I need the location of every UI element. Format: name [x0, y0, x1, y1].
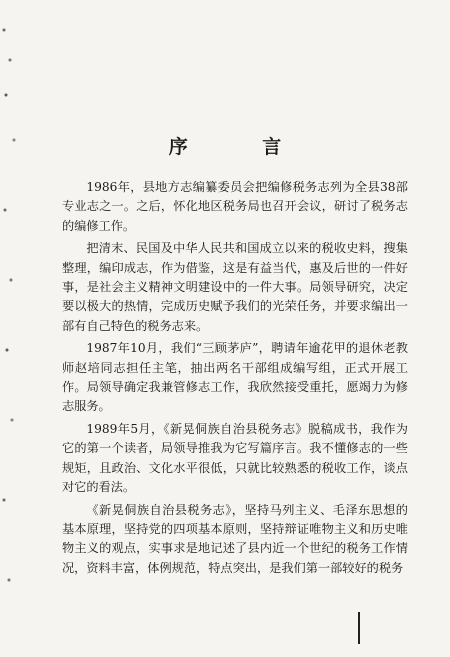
paragraph-4: 1989年5月，《新晃侗族自治县税务志》脱稿成书，我作为它的第一个读者，局领导推我为它写篇序言。我不懂修志的一些规矩，且政治、文化水平很低，只就比较熟悉的税收工作，谈点对它的看法。 [62, 421, 408, 495]
scan-edge-speckles [0, 0, 22, 657]
paragraph-2: 把清末、民国及中华人民共和国成立以来的税收史料，搜集整理，编印成志，作为借鉴，这是有益当代，惠及后世的一件好事，是社会主义精神文明建设中的一件大事。局领导研究，决定要以极大的热情，完成历史赋予我们的光荣任务，并要求编出一部有自己特色的税务志来。 [62, 241, 408, 333]
paragraph-5: 《新晃侗族自治县税务志》，坚持马列主义、毛泽东思想的基本原理，坚持党的四项基本原则，坚持辩证唯物主义和历史唯物主义的观点，实事求是地记述了县内近一个世纪的税务工作情况，资料丰富，体例规范，特点突出，是我们第一部较好的税务 [62, 502, 408, 575]
page-title: 序 言 [168, 136, 316, 158]
paragraph-3: 1987年10月，我们“三顾茅庐”，聘请年逾花甲的退休老教师赵培同志担任主笔，抽出两名干部组成编写组，正式开展工作。局领导确定我兼管修志工作，我欣然接受重托，愿竭力为修志服务。 [62, 341, 408, 414]
body-text [62, 178, 408, 581]
scan-mark [358, 612, 360, 644]
paragraph-1: 1986年，县地方志编纂委员会把编修税务志列为全县38部专业志之一。之后，怀化地区税务局也召开会议，研讨了税务志的编修工作。 [62, 180, 408, 233]
